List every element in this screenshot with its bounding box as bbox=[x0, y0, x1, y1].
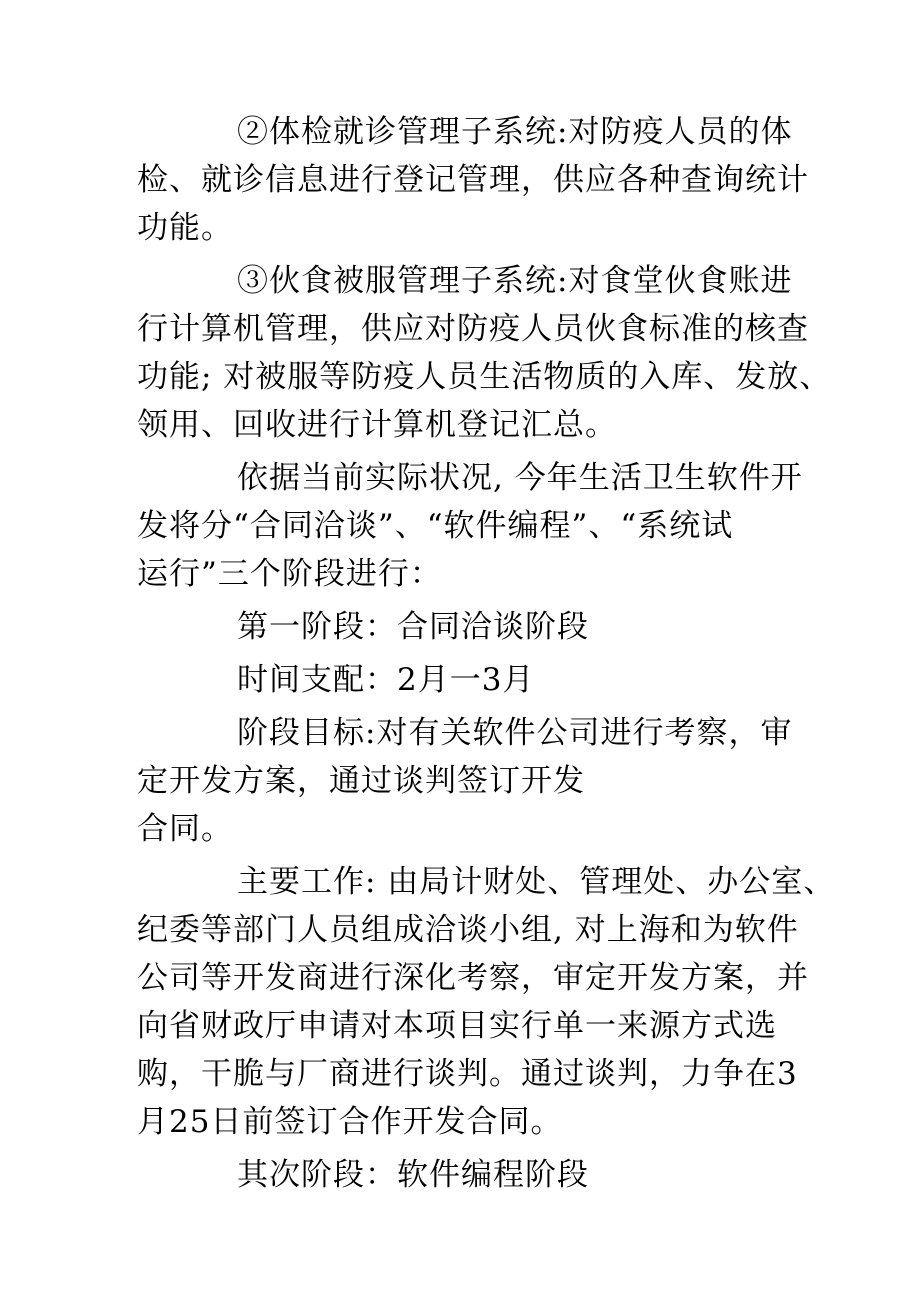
text-line: 纪委等部门人员组成洽谈小组, 对上海和为软件 bbox=[137, 912, 799, 948]
text-line: 购，干脆与厂商进行谈判。通过谈判，力争在3 bbox=[137, 1056, 798, 1092]
paragraph-phase-goal bbox=[137, 709, 793, 853]
paragraph-food-bedding-subsystem bbox=[137, 257, 832, 449]
text-line: 阶段目标:对有关软件公司进行考察，审 bbox=[237, 715, 793, 751]
text-line: 定开发方案，通过谈判签订开发 bbox=[137, 763, 585, 799]
text-line: 月25日前签订合作开发合同。 bbox=[137, 1104, 563, 1140]
text-line: 检、就诊信息进行登记管理，供应各种查询统计 bbox=[137, 162, 809, 198]
text-line: 第一阶段：合同洽谈阶段 bbox=[237, 609, 589, 645]
text-line: ③伙食被服管理子系统:对食堂伙食账进 bbox=[237, 263, 793, 299]
text-line: 向省财政厅申请对本项目实行单一来源方式选 bbox=[137, 1008, 777, 1044]
text-line: 依据当前实际状况, 今年生活卫生软件开 bbox=[237, 460, 803, 496]
text-line: 时间支配：2月一3月 bbox=[237, 662, 535, 698]
text-line: 领用、回收进行计算机登记汇总。 bbox=[137, 407, 617, 443]
paragraph-time-schedule bbox=[137, 656, 787, 704]
text-line: 主要工作: 由局计财处、管理处、办公室、 bbox=[237, 864, 836, 900]
text-line: 合同。 bbox=[137, 811, 233, 847]
text-line: 运行”三个阶段进行： bbox=[137, 556, 442, 592]
text-line: 其次阶段：软件编程阶段 bbox=[237, 1157, 589, 1193]
paragraph-main-work bbox=[137, 858, 836, 1146]
paragraph-phase-one-title bbox=[137, 603, 787, 651]
text-line: 发将分“合同洽谈”、“软件编程”、“系统试 bbox=[137, 508, 734, 544]
text-line: 功能; 对被服等防疫人员生活物质的入库、发放、 bbox=[137, 359, 832, 395]
paragraph-phase-two-title bbox=[137, 1151, 787, 1199]
document-body bbox=[137, 108, 836, 1199]
paragraph-phases-intro bbox=[137, 454, 803, 598]
text-line: 功能。 bbox=[137, 210, 233, 246]
text-line: 行计算机管理，供应对防疫人员伙食标准的核查 bbox=[137, 311, 809, 347]
paragraph-health-subsystem bbox=[137, 108, 809, 252]
text-line: 公司等开发商进行深化考察，审定开发方案，并 bbox=[137, 960, 809, 996]
text-line: ②体检就诊管理子系统:对防疫人员的体 bbox=[237, 114, 793, 150]
